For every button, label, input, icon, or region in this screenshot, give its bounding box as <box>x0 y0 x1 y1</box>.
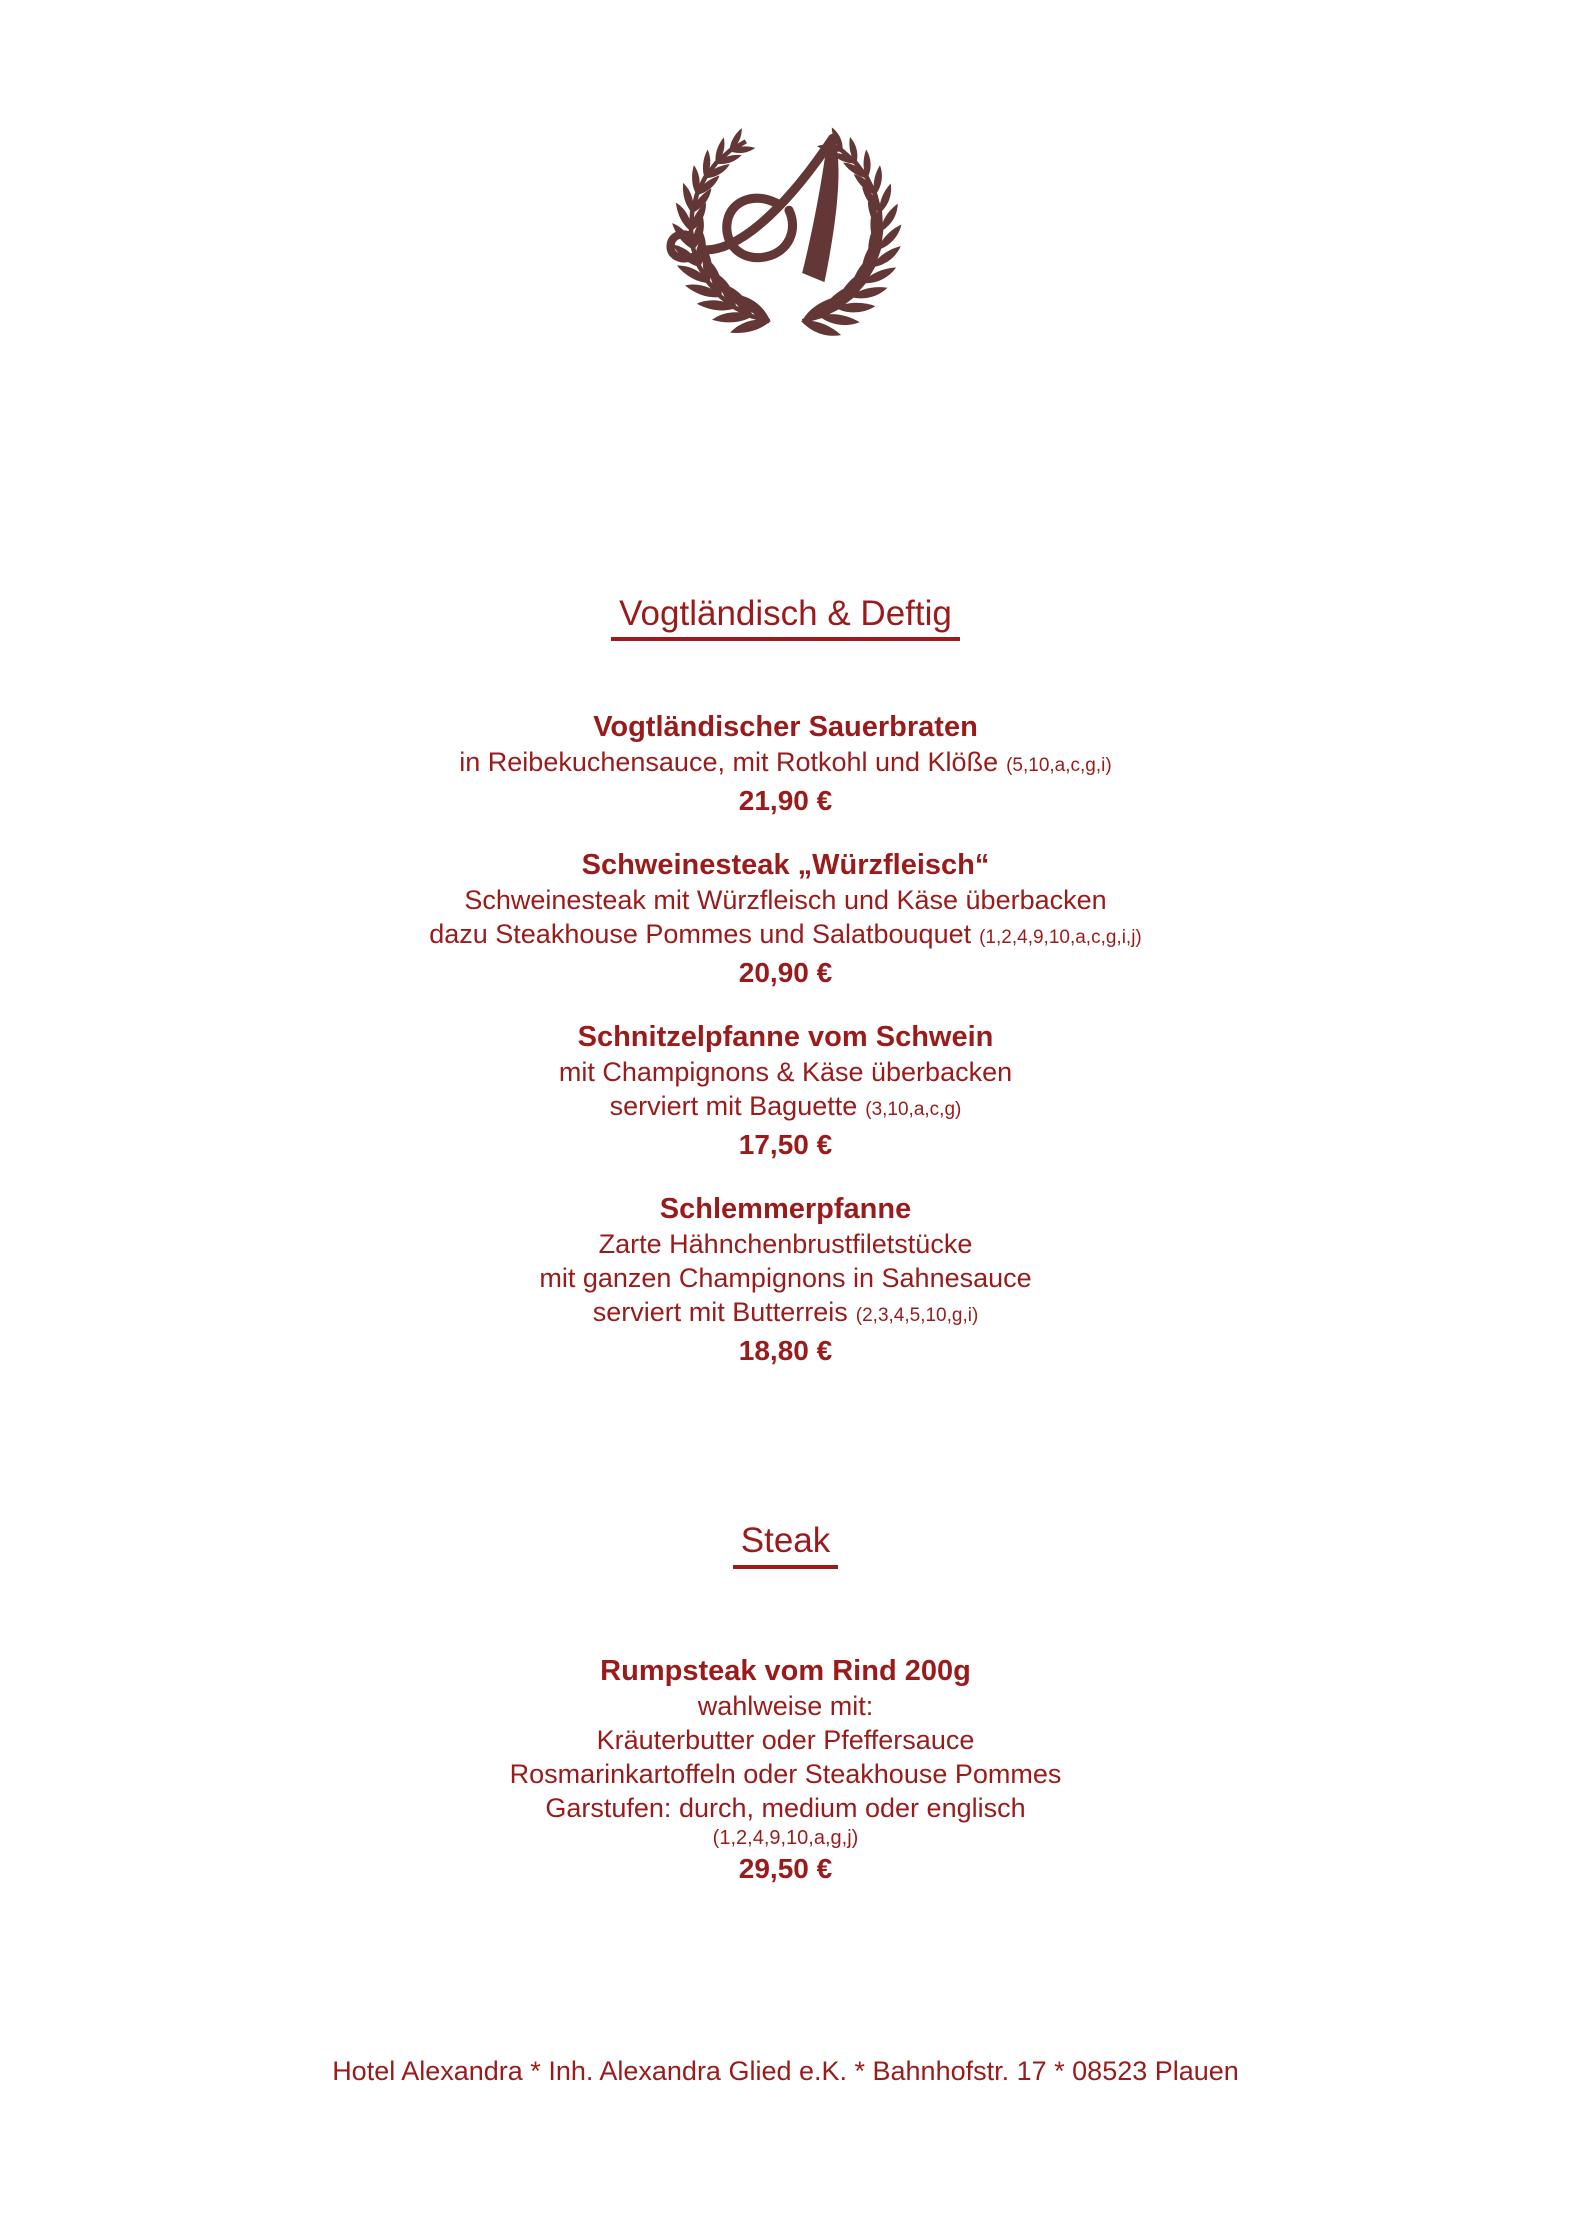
item-description-line <box>0 1689 1571 1723</box>
description-text: Kräuterbutter oder Pfeffersauce <box>596 1724 975 1755</box>
item-description-line <box>0 1055 1571 1089</box>
laurel-wreath-icon <box>641 98 931 356</box>
description-text: dazu Steakhouse Pommes und Salatbouquet <box>429 919 972 950</box>
item-description-line <box>0 917 1571 955</box>
section-heading-row <box>0 1521 1571 1568</box>
section-heading-row <box>0 594 1571 641</box>
description-text: mit ganzen Champignons in Sahnesauce <box>539 1263 1032 1294</box>
footer-address: Hotel Alexandra * Inh. Alexandra Glied e.K. * Bahnhofstr. 17 * 08523 Plauen <box>332 2056 1239 2086</box>
item-price: 17,50 € <box>738 1129 833 1161</box>
description-text: Garstufen: durch, medium oder englisch <box>545 1792 1026 1823</box>
menu-item-rumpsteak <box>0 1653 1571 1887</box>
item-description-line <box>0 1295 1571 1333</box>
item-price: 18,80 € <box>738 1335 833 1367</box>
description-text: serviert mit Butterreis <box>592 1297 848 1328</box>
menu-item-schweinesteak <box>0 847 1571 991</box>
item-description-line <box>0 1089 1571 1127</box>
menu-item-schnitzelpfanne <box>0 1019 1571 1163</box>
item-description-line <box>0 745 1571 783</box>
allergen-codes: (1,2,4,9,10,a,c,g,i,j) <box>979 927 1142 949</box>
description-text: Rosmarinkartoffeln oder Steakhouse Pommes <box>509 1758 1062 1789</box>
description-text: mit Champignons & Käse überbacken <box>558 1057 1013 1088</box>
description-text: wahlweise mit: <box>697 1690 874 1721</box>
item-description-line <box>0 1261 1571 1295</box>
section-heading-vogtlaendisch: Vogtländisch & Deftig <box>611 594 960 641</box>
item-description-line <box>0 1723 1571 1757</box>
description-text: serviert mit Baguette <box>609 1091 858 1122</box>
item-allergen-line <box>0 1825 1571 1851</box>
allergen-codes: (5,10,a,c,g,i) <box>1006 755 1112 777</box>
item-description-line <box>0 1757 1571 1791</box>
item-description-line <box>0 1791 1571 1825</box>
description-text: Schweinesteak mit Würzfleisch und Käse überbacken <box>464 885 1107 916</box>
item-title: Schlemmerpfanne <box>659 1193 912 1226</box>
menu-item-schlemmerpfanne <box>0 1191 1571 1369</box>
menu-item-sauerbraten <box>0 709 1571 819</box>
item-price: 29,50 € <box>738 1852 833 1884</box>
item-price: 21,90 € <box>738 785 833 817</box>
hotel-logo <box>641 98 931 356</box>
item-title: Vogtländischer Sauerbraten <box>593 711 978 744</box>
section-heading-steak: Steak <box>733 1521 839 1568</box>
item-description-line <box>0 1227 1571 1261</box>
item-price: 20,90 € <box>738 957 833 989</box>
item-title: Schnitzelpfanne vom Schwein <box>577 1021 994 1054</box>
item-title: Rumpsteak vom Rind 200g <box>600 1654 971 1687</box>
item-description-line <box>0 883 1571 917</box>
allergen-codes: (2,3,4,5,10,g,i) <box>855 1305 979 1327</box>
description-text: Zarte Hähnchenbrustfiletstücke <box>598 1229 973 1260</box>
item-title: Schweinesteak „Würzfleisch“ <box>581 849 990 882</box>
description-text: in Reibekuchensauce, mit Rotkohl und Klöße <box>459 747 999 778</box>
allergen-codes: (1,2,4,9,10,a,g,j) <box>712 1826 859 1849</box>
allergen-codes: (3,10,a,c,g) <box>865 1099 962 1121</box>
